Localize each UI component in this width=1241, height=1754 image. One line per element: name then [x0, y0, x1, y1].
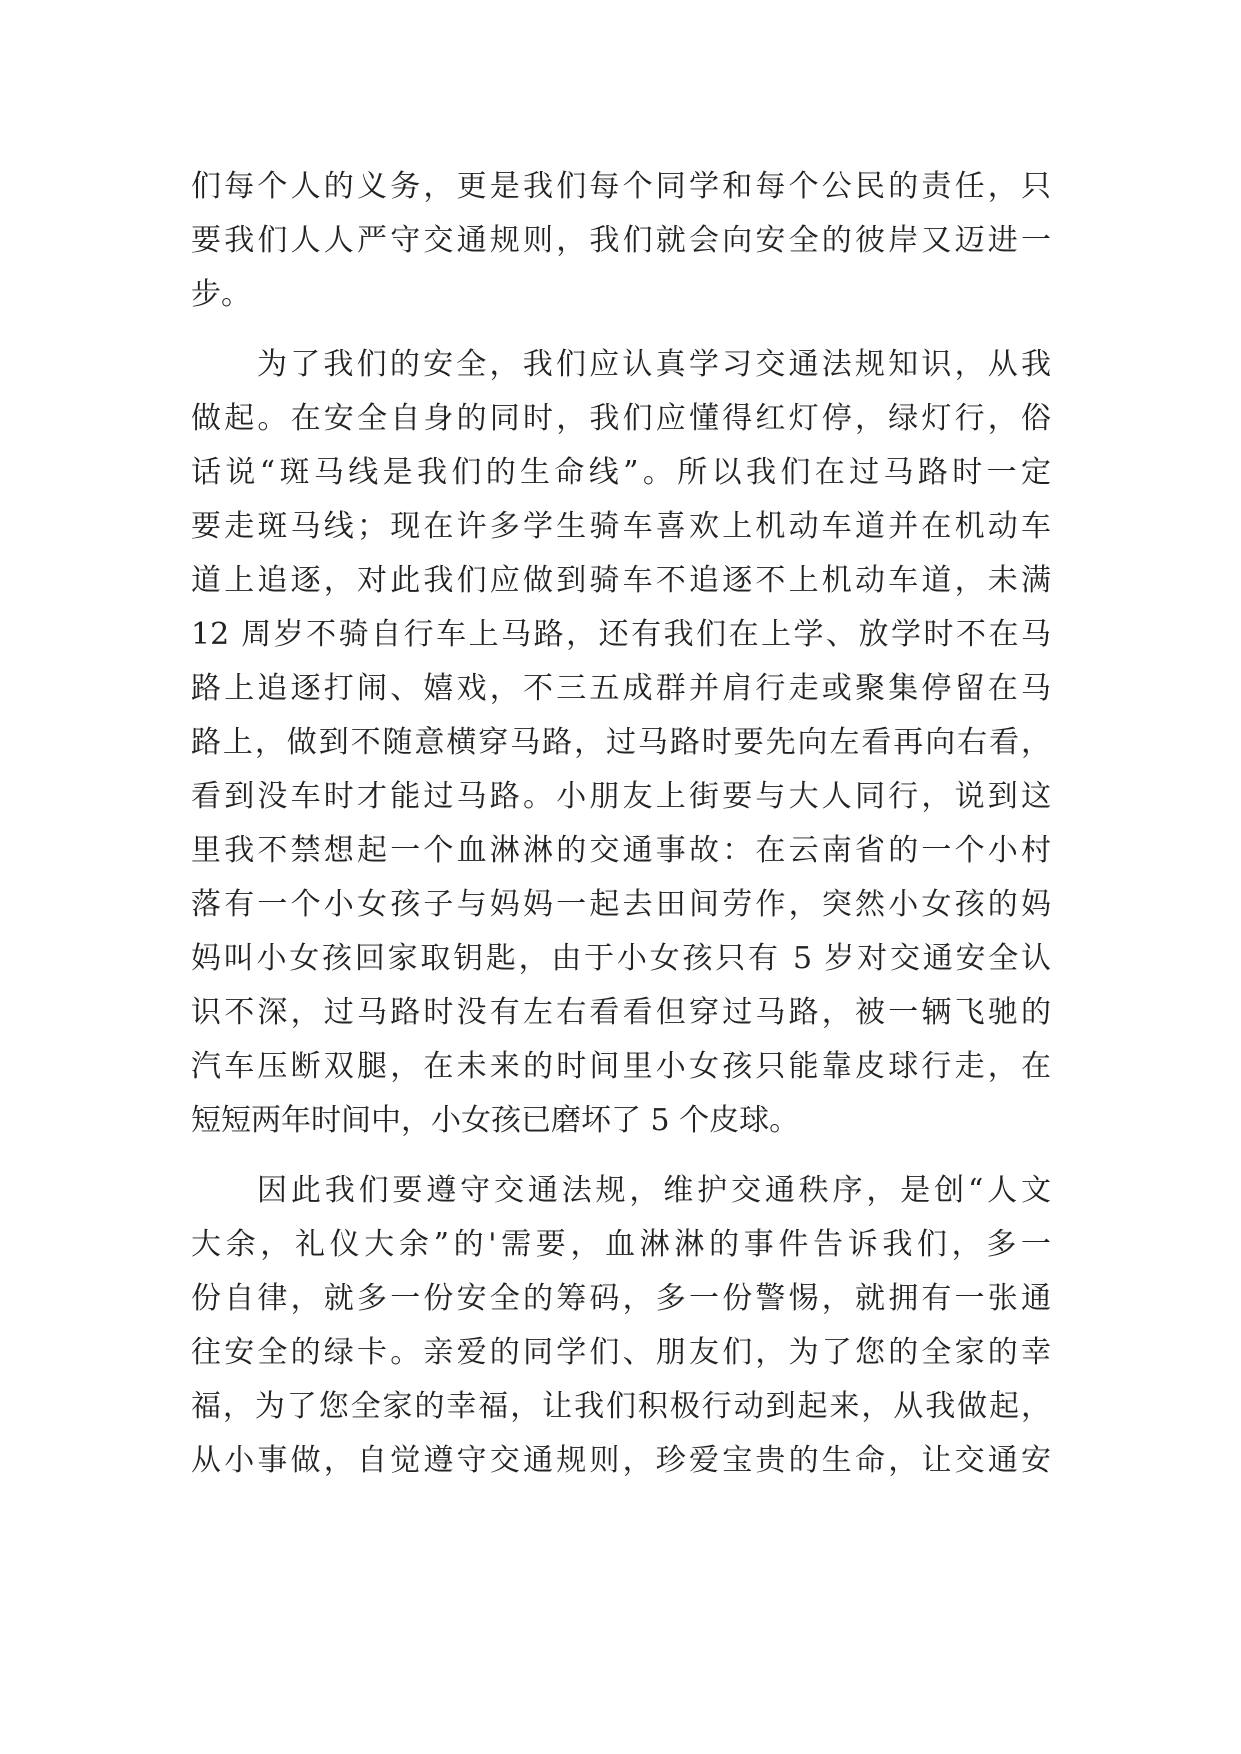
text-line: 看到没车时才能过马路。小朋友上街要与大人同行，说到这 — [191, 779, 1051, 814]
text-line: 做起。在安全自身的同时，我们应懂得红灯停，绿灯行，俗 — [191, 401, 1051, 436]
text-line: 福，为了您全家的幸福，让我们积极行动到起来，从我做起， — [191, 1389, 1051, 1424]
text-line: 话说“斑马线是我们的生命线”。所以我们在过马路时一定 — [191, 455, 1051, 490]
text-line: 道上追逐，对此我们应做到骑车不追逐不上机动车道，未满 — [191, 563, 1051, 598]
paragraph-gap — [191, 322, 1051, 338]
text-line: 路上，做到不随意横穿马路，过马路时要先向左看再向右看， — [191, 725, 1051, 760]
text-line: 识不深，过马路时没有左右看看但穿过马路，被一辆飞驰的 — [191, 995, 1051, 1030]
text-line: 汽车压断双腿，在未来的时间里小女孩只能靠皮球行走，在 — [191, 1049, 1051, 1084]
text-line: 12 周岁不骑自行车上马路，还有我们在上学、放学时不在马 — [191, 617, 1051, 652]
text-line: 落有一个小女孩子与妈妈一起去田间劳作，突然小女孩的妈 — [191, 887, 1051, 922]
text-line: 大余，礼仪大余”的'需要，血淋淋的事件告诉我们，多一 — [191, 1227, 1051, 1262]
text-line: 为了我们的安全，我们应认真学习交通法规知识，从我 — [257, 347, 1051, 382]
text-line: 因此我们要遵守交通法规，维护交通秩序，是创“人文 — [257, 1173, 1051, 1208]
text-line: 从小事做，自觉遵守交通规则，珍爱宝贵的生命，让交通安 — [191, 1443, 1051, 1478]
paragraph-1 — [191, 160, 1051, 322]
text-line: 要走斑马线；现在许多学生骑车喜欢上机动车道并在机动车 — [191, 509, 1051, 544]
paragraph-gap — [191, 1148, 1051, 1164]
text-line: 路上追逐打闹、嬉戏，不三五成群并肩行走或聚集停留在马 — [191, 671, 1051, 706]
text-line: 往安全的绿卡。亲爱的同学们、朋友们，为了您的全家的幸 — [191, 1335, 1051, 1370]
paragraph-3 — [191, 1164, 1051, 1488]
text-line: 步。 — [191, 277, 251, 312]
text-line: 妈叫小女孩回家取钥匙，由于小女孩只有 5 岁对交通安全认 — [191, 941, 1051, 976]
text-line: 里我不禁想起一个血淋淋的交通事故：在云南省的一个小村 — [191, 833, 1051, 868]
text-line: 们每个人的义务，更是我们每个同学和每个公民的责任，只 — [191, 169, 1051, 204]
document-body — [191, 160, 1051, 1488]
text-line: 要我们人人严守交通规则，我们就会向安全的彼岸又迈进一 — [191, 223, 1051, 258]
paragraph-2 — [191, 338, 1051, 1148]
text-line: 短短两年时间中，小女孩已磨坏了 5 个皮球。 — [191, 1103, 800, 1138]
text-line: 份自律，就多一份安全的筹码，多一份警惕，就拥有一张通 — [191, 1281, 1051, 1316]
